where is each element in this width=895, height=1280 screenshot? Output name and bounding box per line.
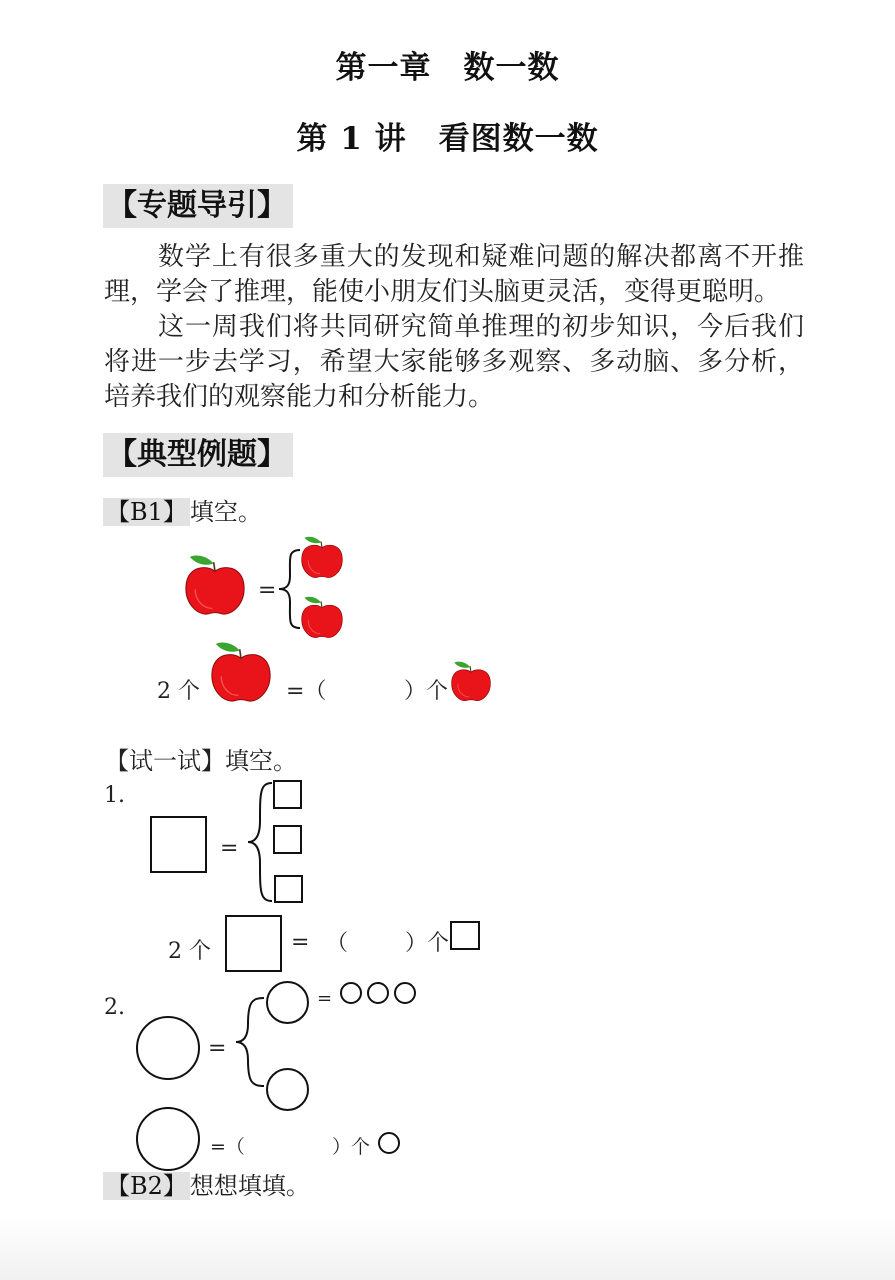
medium-circle-icon [266,1068,309,1111]
tiny-circle-icon [394,982,416,1004]
big-apple-icon [180,553,250,619]
q2-sub-equals: = [317,988,333,1009]
b2-tag: 【B2】 [103,1172,190,1200]
b1-header [103,492,262,529]
small-square-icon [273,780,302,809]
tiny-circle-icon [340,982,362,1004]
q2-answer-blank[interactable] [250,1132,328,1156]
b1-instruction: 填空。 [189,498,262,526]
large-circle-icon [136,1016,200,1080]
b1-eq2-equals: =（ [286,679,327,704]
q1-number: 1. [104,783,125,808]
brace-icon [230,996,266,1090]
examples-section-label: 【典型例题】 [103,433,293,477]
big-apple-icon [208,640,274,706]
q2-line2-equals: =（ [210,1136,245,1158]
q1-line2-close: ）个 [405,931,450,956]
small-square-icon [450,921,480,950]
q1-line2-open: （ [326,931,349,956]
brace-icon [244,781,276,903]
lesson-title: 第 1 讲 看图数一数 [296,121,599,157]
b2-instruction: 想想填填。 [189,1172,310,1200]
b1-eq2-close: ）个 [404,679,449,704]
q1-answer-blank[interactable] [346,928,402,952]
small-square-icon [273,825,302,854]
small-square-icon [274,875,303,903]
small-apple-icon [298,595,346,641]
b1-eq1-equals: = [258,578,277,603]
small-apple-icon [448,660,494,704]
try-label: 【试一试】填空。 [105,747,297,775]
b2-header [103,1166,310,1203]
intro-paragraph-1: 数学上有很多重大的发现和疑难问题的解决都离不开推理，学会了推理，能使小朋友们头脑更灵活，变得更聪明。 [104,242,804,307]
intro-section-label: 【专题导引】 [103,184,293,228]
b1-eq2-count: 2 个 [157,679,200,704]
small-apple-icon [298,535,346,581]
intro-paragraph-2: 这一周我们将共同研究简单推理的初步知识，今后我们将进一步去学习，希望大家能够多观察、多动脑、多分析，培养我们的观察能力和分析能力。 [104,312,804,412]
chapter-title: 第一章 数一数 [335,50,560,86]
medium-circle-icon [266,981,309,1024]
q1-line2-equals: = [291,930,310,955]
large-square-icon [150,816,207,873]
intro-text [104,240,804,415]
q2-number: 2. [104,995,125,1020]
tiny-circle-icon [378,1132,400,1154]
b1-tag: 【B1】 [103,498,190,526]
large-square-icon [225,915,282,972]
q2-line2-close: ）个 [332,1136,371,1158]
tiny-circle-icon [367,982,389,1004]
b1-answer-blank[interactable] [330,676,400,700]
q1-equals: = [220,836,239,861]
q1-line2-count: 2 个 [168,939,211,964]
q2-equals: = [208,1036,227,1061]
large-circle-icon [136,1107,200,1171]
